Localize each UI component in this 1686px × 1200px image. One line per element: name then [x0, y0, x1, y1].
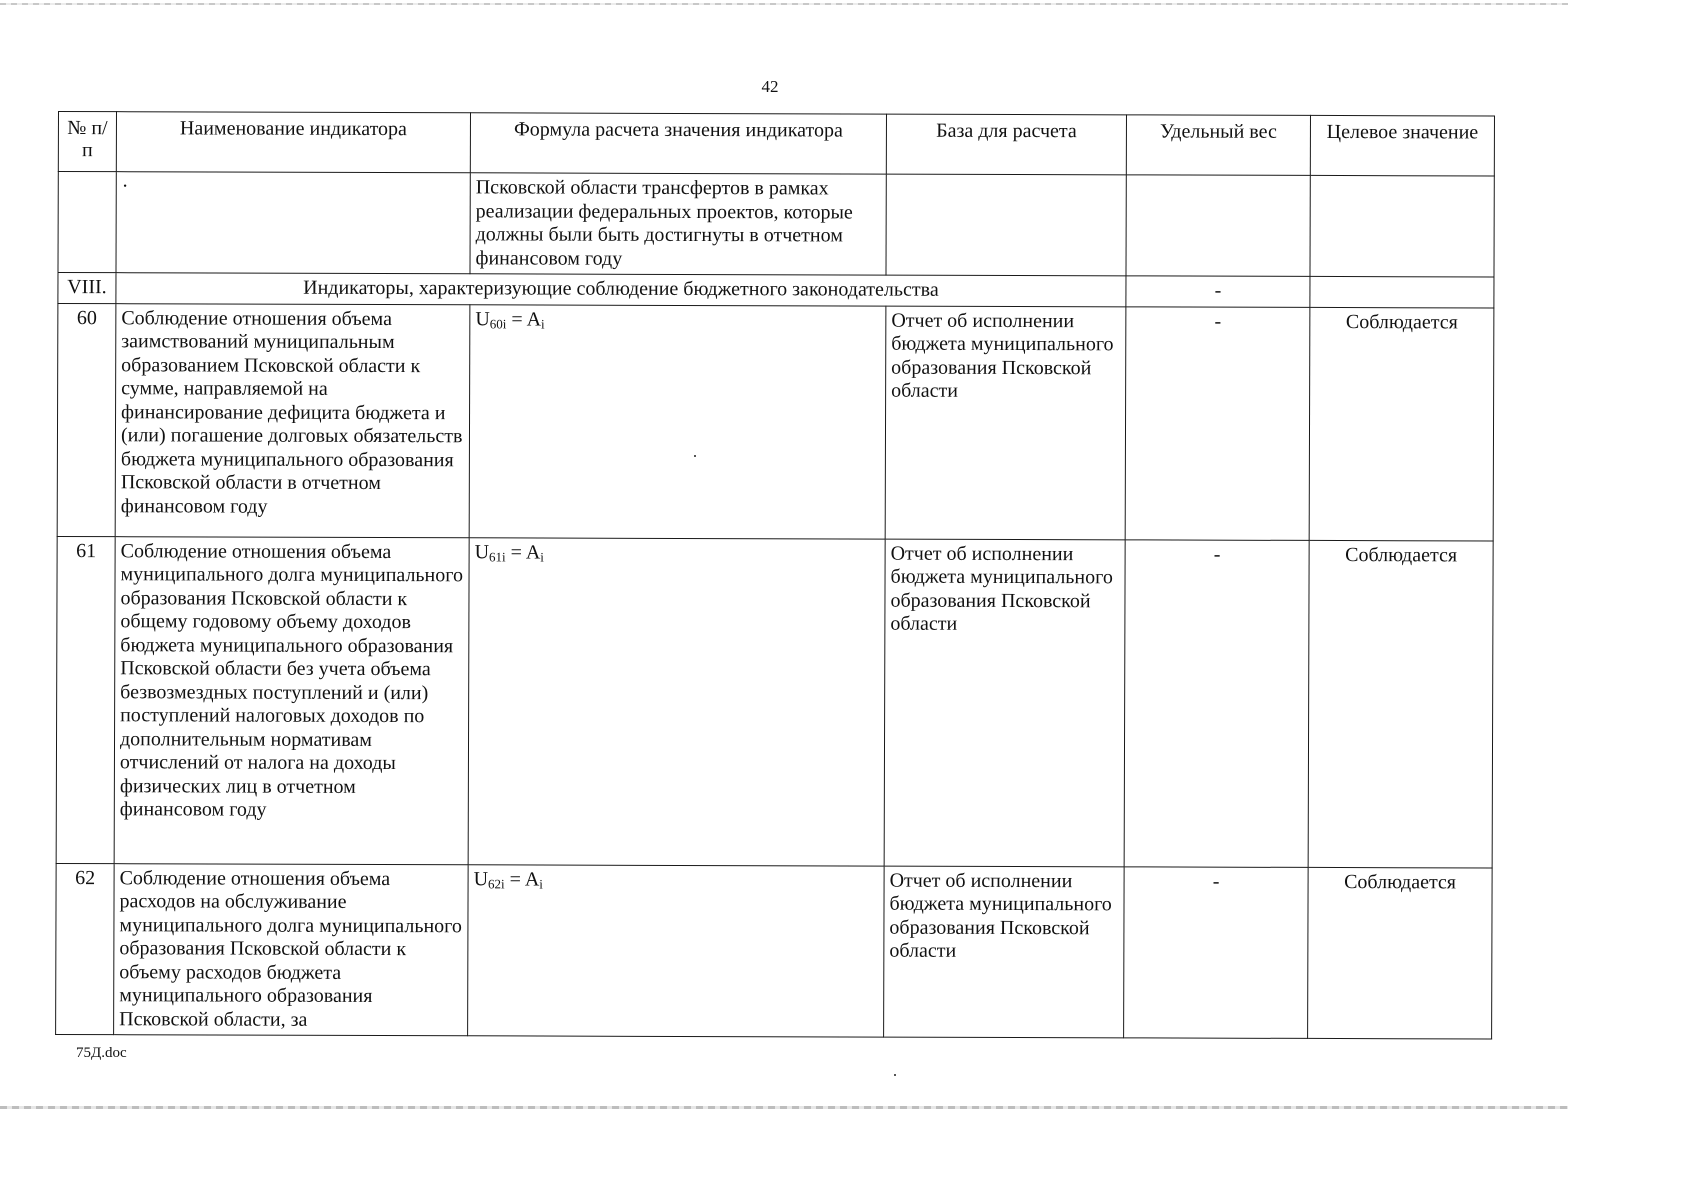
header-base: База для расчета [886, 114, 1126, 175]
formula-rest-subscript: i [540, 549, 544, 565]
table-header-row [58, 112, 1494, 177]
table-row [56, 863, 1493, 1039]
section-num: VIII. [58, 273, 116, 304]
formula-subscript: 61i [489, 548, 506, 564]
scan-edge-top [0, 3, 1568, 5]
scan-speck [694, 455, 696, 457]
cell-num [58, 172, 116, 273]
section-target [1310, 276, 1494, 307]
cell-weight: - [1125, 306, 1310, 540]
cell-weight: - [1124, 866, 1309, 1038]
cell-name: · [116, 172, 470, 274]
table-row-continuation [58, 172, 1494, 278]
table-row [57, 303, 1494, 541]
cell-weight [1126, 175, 1310, 277]
table-row [56, 536, 1493, 868]
formula-rest-subscript: i [539, 876, 543, 892]
cell-name: Соблюдение отношения объема заимствований муниципальным образованием Псковской области к сумме, направляемой на финансирование дефицита бюджета и (или) погашение долговых обязательств бюджета муниципального образования Псковской области в отчетном финансовом году [115, 303, 470, 537]
cell-base [886, 174, 1126, 276]
cell-name: Соблюдение отношения объема муниципального долга муниципального образования Псковской области к общему годовому объему доходов бюджета муниципального образования Псковской области без учета объема безвозмездных поступлений и (или) поступлений налоговых доходов по дополнительным нормативам отчислений от налога на доходы физических лиц в отчетном финансовом году [114, 536, 469, 864]
cell-formula [468, 537, 885, 865]
formula-equals: = A [505, 540, 541, 564]
formula-subscript: 60i [489, 315, 507, 331]
cell-target: Соблюдается [1308, 867, 1493, 1039]
header-target: Целевое значение [1310, 115, 1494, 176]
cell-num: 61 [56, 536, 115, 863]
formula-symbol: U [475, 307, 490, 330]
section-title: Индикаторы, характеризующие соблюдение бюджетного законодательства [116, 273, 1126, 307]
header-formula: Формула расчета значения индикатора [470, 113, 886, 174]
formula-symbol: U [473, 867, 489, 890]
cell-target: Соблюдается [1308, 540, 1493, 868]
indicators-table [55, 111, 1495, 1040]
header-num: № п/п [58, 112, 116, 172]
formula-equals: = A [506, 307, 542, 331]
cell-base: Отчет об исполнении бюджета муниципального образования Псковской области [885, 306, 1126, 540]
scan-edge-bottom [0, 1106, 1568, 1109]
cell-weight: - [1124, 539, 1309, 867]
cell-target: Соблюдается [1309, 307, 1494, 541]
header-name: Наименование индикатора [116, 112, 470, 173]
section-weight: - [1126, 276, 1310, 307]
cell-formula [468, 864, 885, 1037]
cell-num: 60 [57, 303, 116, 536]
formula-subscript: 62i [488, 875, 505, 891]
footer-filename: 75Д.doc [76, 1045, 127, 1061]
formula-symbol: U [474, 540, 490, 563]
cell-formula [469, 304, 886, 538]
formula-equals: = A [504, 867, 540, 891]
cell-name: Соблюдение отношения объема расходов на обслуживание муниципального долга муниципального образования Псковской области к объему расходов бюджета муниципального образования Псковской области, за [114, 863, 469, 1036]
cell-target [1310, 175, 1494, 277]
header-weight: Удельный вес [1126, 115, 1310, 176]
section-row [58, 273, 1494, 308]
scan-speck [894, 1074, 896, 1076]
cell-base: Отчет об исполнении бюджета муниципального образования Псковской области [884, 539, 1125, 867]
formula-rest-subscript: i [541, 316, 545, 332]
cell-base: Отчет об исполнении бюджета муниципального образования Псковской области [884, 866, 1125, 1038]
page-number: 42 [761, 77, 779, 96]
cell-num: 62 [56, 863, 115, 1035]
cell-formula: Псковской области трансфертов в рамках реализации федеральных проектов, которые должны были быть достигнуты в отчетном финансовом году [470, 173, 886, 275]
